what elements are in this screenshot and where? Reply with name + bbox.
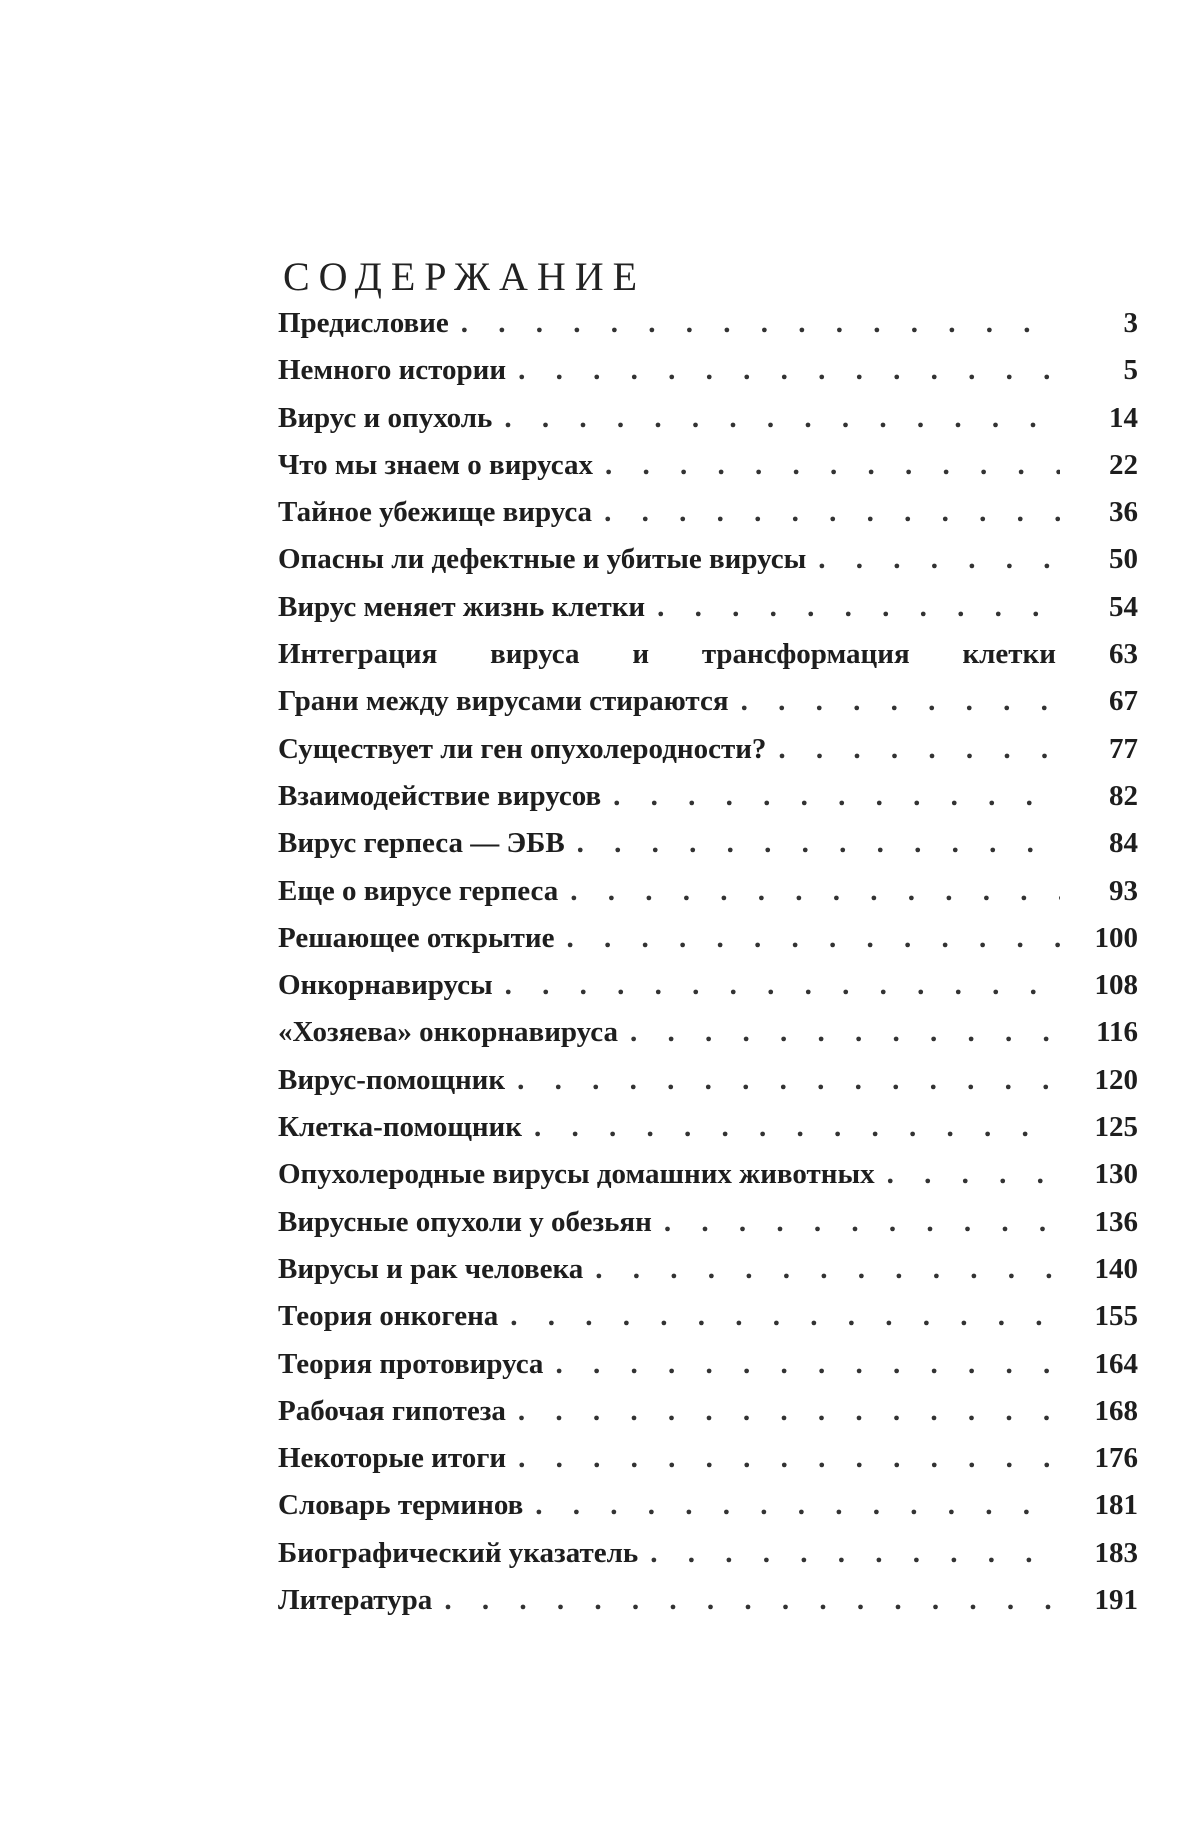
toc-entry	[278, 1530, 1138, 1577]
toc-entry	[278, 1341, 1138, 1388]
toc-page-number: 22	[1109, 448, 1138, 481]
toc-entry-title: Взаимодействие вирусов	[278, 779, 602, 812]
toc-page-number: 93	[1109, 874, 1138, 907]
toc-entry-title: Вирусы и рак человека	[278, 1252, 584, 1285]
toc-page-number: 100	[1094, 921, 1138, 954]
toc-page-number: 164	[1094, 1347, 1138, 1380]
toc-page-number: 181	[1094, 1489, 1138, 1522]
toc-page-number: 155	[1094, 1300, 1138, 1333]
toc-page-number: 120	[1094, 1063, 1138, 1096]
dot-leader	[887, 1151, 1060, 1198]
dot-leader	[504, 395, 1060, 442]
toc-entry	[278, 962, 1138, 1009]
toc-entry	[278, 915, 1138, 962]
dot-leader	[555, 1341, 1060, 1388]
dot-leader	[534, 1104, 1060, 1151]
toc-entry-title: Теория протовируса	[278, 1347, 544, 1380]
toc-entry	[278, 1009, 1138, 1056]
toc-page-number: 5	[1123, 354, 1138, 387]
toc-entry	[278, 1293, 1138, 1340]
toc-entry-title: Словарь терминов	[278, 1489, 524, 1522]
toc-page-number: 63	[1109, 638, 1138, 671]
toc-entry	[278, 773, 1138, 820]
toc-entry-word: Интеграция	[278, 638, 438, 671]
dot-leader	[570, 868, 1060, 915]
toc-entry-word: и	[632, 638, 650, 671]
dot-leader	[664, 1199, 1060, 1246]
toc-entry-word: вируса	[490, 638, 580, 671]
toc-entry	[278, 1246, 1138, 1293]
toc-entry-title: Биографический указатель	[278, 1536, 639, 1569]
toc-page-number: 67	[1109, 685, 1138, 718]
toc-entry-title: Тайное убежище вируса	[278, 496, 593, 529]
dot-leader	[741, 678, 1060, 725]
toc-entry-word: клетки	[962, 638, 1056, 671]
toc-page-number: 183	[1094, 1536, 1138, 1569]
page-title: СОДЕРЖАНИЕ	[283, 253, 647, 299]
dot-leader	[778, 726, 1060, 773]
toc-entry-title: «Хозяева» онкорнавируса	[278, 1016, 618, 1049]
toc-entry-title: Вирус герпеса — ЭБВ	[278, 827, 565, 860]
toc-entry	[278, 489, 1138, 536]
toc-page-number: 176	[1094, 1442, 1138, 1475]
toc-entry	[278, 1577, 1138, 1624]
toc-page-number: 108	[1094, 969, 1138, 1002]
toc-page-number: 82	[1109, 779, 1138, 812]
toc-entry	[278, 584, 1138, 631]
toc-entry	[278, 395, 1138, 442]
toc-entry	[278, 1104, 1138, 1151]
toc-entry-title: Вирус и опухоль	[278, 401, 493, 434]
dot-leader	[517, 1057, 1060, 1104]
dot-leader	[595, 1246, 1060, 1293]
toc-entry	[278, 726, 1138, 773]
toc-entry-title: Рабочая гипотеза	[278, 1394, 506, 1427]
toc-page-number: 116	[1096, 1016, 1138, 1049]
toc-entry	[278, 300, 1138, 347]
dot-leader	[518, 1388, 1060, 1435]
toc-entry	[278, 536, 1138, 583]
toc-page-number: 14	[1109, 401, 1138, 434]
dot-leader	[461, 300, 1060, 347]
toc-entry	[278, 1435, 1138, 1482]
dot-leader	[518, 1435, 1060, 1482]
table-of-contents	[278, 300, 1138, 1624]
toc-entry	[278, 442, 1138, 489]
toc-page-number: 77	[1109, 732, 1138, 765]
toc-page-number: 54	[1109, 590, 1138, 623]
toc-entry	[278, 868, 1138, 915]
toc-entry-title: Литература	[278, 1584, 433, 1617]
dot-leader	[577, 820, 1060, 867]
toc-page-number: 125	[1094, 1111, 1138, 1144]
toc-entry	[278, 1199, 1138, 1246]
toc-entry-title: Теория онкогена	[278, 1300, 499, 1333]
toc-page-number: 3	[1123, 307, 1138, 339]
toc-entry-title: Вирус-помощник	[278, 1063, 506, 1096]
toc-entry-title: Вирус меняет жизнь клетки	[278, 590, 646, 623]
dot-leader	[613, 773, 1060, 820]
dot-leader	[535, 1482, 1060, 1529]
dot-leader	[650, 1530, 1060, 1577]
toc-page-number: 84	[1109, 827, 1138, 860]
dot-leader	[630, 1009, 1060, 1056]
toc-entry-title: Онкорнавирусы	[278, 969, 493, 1002]
toc-page-number: 168	[1094, 1394, 1138, 1427]
toc-entry	[278, 820, 1138, 867]
toc-entry-title: Вирусные опухоли у обезьян	[278, 1205, 652, 1238]
toc-entry-title: Опасны ли дефектные и убитые вирусы	[278, 543, 807, 576]
dot-leader	[604, 489, 1060, 536]
dot-leader	[510, 1293, 1060, 1340]
toc-page-number: 36	[1109, 496, 1138, 529]
toc-page-number: 130	[1094, 1158, 1138, 1191]
toc-entry	[278, 347, 1138, 394]
toc-entry	[278, 1482, 1138, 1529]
dot-leader	[818, 536, 1060, 583]
toc-entry	[278, 631, 1138, 678]
toc-page-number: 140	[1094, 1252, 1138, 1285]
toc-entry	[278, 678, 1138, 725]
toc-entry-title: Немного истории	[278, 354, 507, 387]
toc-entry-word: трансформация	[701, 638, 910, 671]
toc-page-number: 136	[1094, 1205, 1138, 1238]
toc-entry-title: Клетка-помощник	[278, 1111, 522, 1144]
toc-entry-title: Грани между вирусами стираются	[278, 685, 729, 718]
toc-entry	[278, 1151, 1138, 1198]
toc-entry	[278, 1388, 1138, 1435]
toc-entry-title: Решающее открытие	[278, 921, 555, 954]
dot-leader	[505, 962, 1060, 1009]
toc-page-number: 191	[1094, 1584, 1138, 1617]
dot-leader	[567, 915, 1061, 962]
toc-entry-title: Предисловие	[278, 307, 449, 339]
toc-entry-title: Опухолеродные вирусы домашних животных	[278, 1158, 875, 1191]
toc-entry-title: Существует ли ген опухолеродности?	[278, 732, 767, 765]
toc-entry-title: Еще о вирусе герпеса	[278, 874, 559, 907]
dot-leader	[657, 584, 1060, 631]
dot-leader	[518, 347, 1060, 394]
dot-leader	[444, 1577, 1060, 1624]
toc-entry-title: Некоторые итоги	[278, 1442, 507, 1475]
toc-entry-title	[278, 631, 1056, 678]
toc-entry	[278, 1057, 1138, 1104]
toc-page-number: 50	[1109, 543, 1138, 576]
dot-leader	[605, 442, 1060, 489]
toc-entry-title: Что мы знаем о вирусах	[278, 448, 593, 481]
